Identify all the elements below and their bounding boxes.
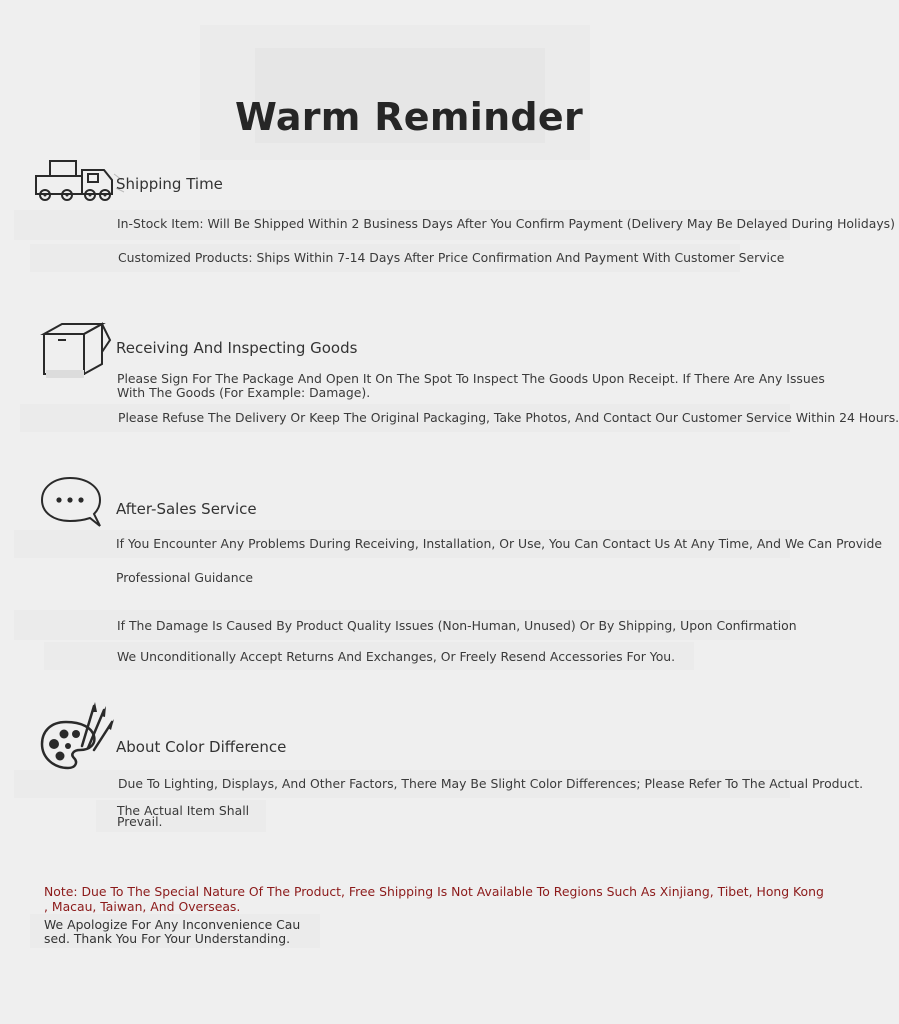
truck-icon	[34, 158, 126, 208]
box-icon	[40, 322, 112, 386]
note-line-1: Note: Due To The Special Nature Of The Product, Free Shipping Is Not Available To Regions Such As Xinjiang, Tibet, Hong Kong	[44, 884, 824, 899]
palette-icon	[38, 700, 116, 776]
section-title-receiving: Receiving And Inspecting Goods	[116, 339, 358, 357]
section-title-after-sales: After-Sales Service	[116, 500, 257, 518]
chat-bubble-icon	[38, 474, 104, 536]
receiving-line-1: Please Sign For The Package And Open It On The Spot To Inspect The Goods Upon Receipt. If There Are Any Issues	[117, 371, 825, 386]
after-sales-line-1: If You Encounter Any Problems During Receiving, Installation, Or Use, You Can Contact Us At Any Time, And We Can Provide	[116, 536, 882, 551]
section-title-color: About Color Difference	[116, 738, 287, 756]
after-sales-line-3: If The Damage Is Caused By Product Quality Issues (Non-Human, Unused) Or By Shipping, Upon Confirmation	[117, 618, 797, 633]
receiving-line-3: Please Refuse The Delivery Or Keep The Original Packaging, Take Photos, And Contact Our Customer Service Within 24 Hours.	[118, 410, 899, 425]
after-sales-line-2: Professional Guidance	[116, 570, 254, 585]
shipping-line-1: In-Stock Item: Will Be Shipped Within 2 Business Days After You Confirm Payment (Delivery May Be Delayed During Holidays)	[117, 216, 895, 231]
after-sales-line-4: We Unconditionally Accept Returns And Exchanges, Or Freely Resend Accessories For You.	[117, 649, 676, 664]
section-title-shipping: Shipping Time	[116, 175, 223, 193]
note-line-3: We Apologize For Any Inconvenience Cau	[44, 917, 301, 932]
page-title: Warm Reminder	[234, 95, 584, 140]
color-line-2: The Actual Item Shall	[117, 803, 250, 818]
note-line-4: sed. Thank You For Your Understanding.	[44, 931, 291, 946]
color-line-1: Due To Lighting, Displays, And Other Factors, There May Be Slight Color Differences; Please Refer To The Actual Product.	[118, 776, 864, 791]
shipping-line-2: Customized Products: Ships Within 7-14 Days After Price Confirmation And Payment With Customer Service	[118, 250, 785, 265]
color-line-3: Prevail.	[117, 814, 163, 829]
note-line-2: , Macau, Taiwan, And Overseas.	[44, 899, 241, 914]
receiving-line-2: With The Goods (For Example: Damage).	[117, 385, 371, 400]
